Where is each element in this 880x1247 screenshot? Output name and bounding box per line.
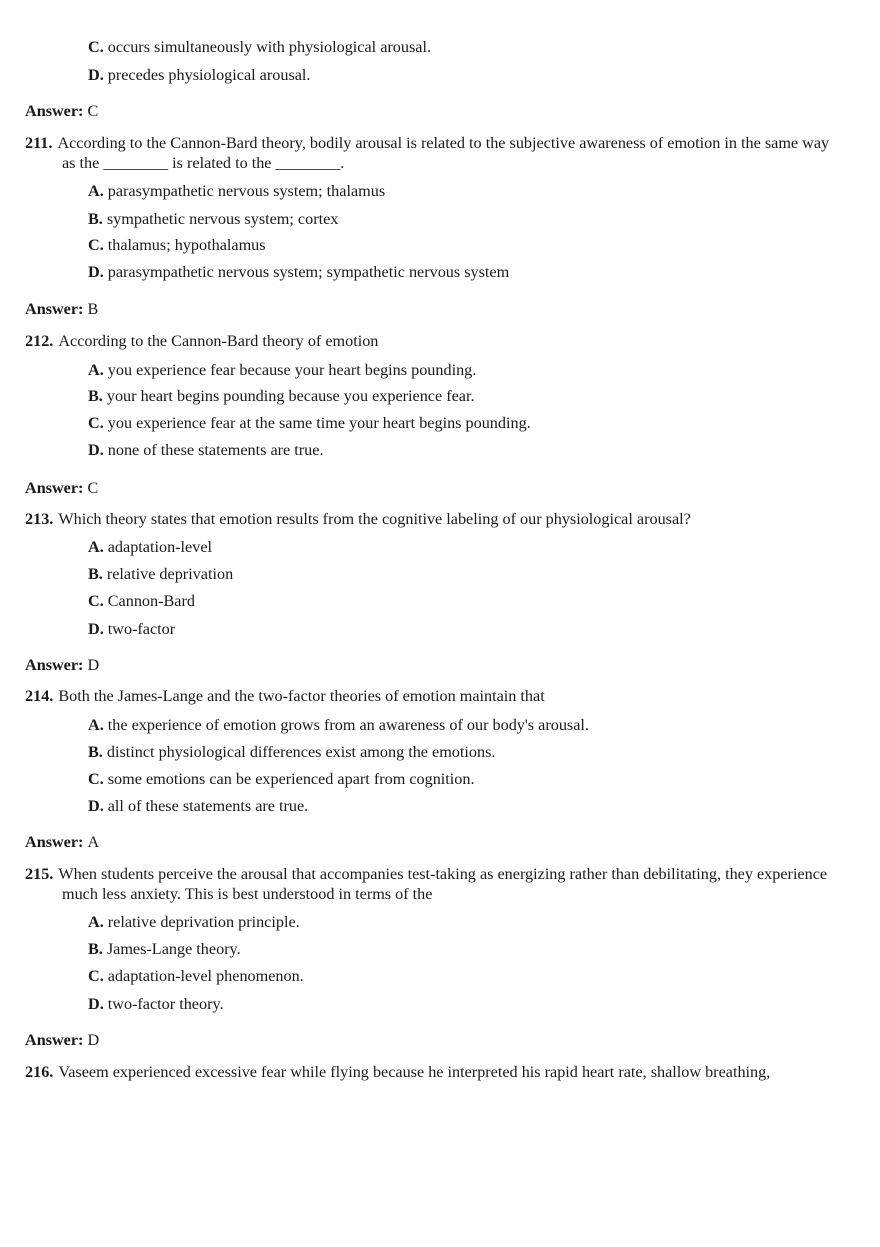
- answer-214: Answer: A: [25, 833, 100, 851]
- option-214-c: C. some emotions can be experienced apart from cognition.: [88, 770, 475, 788]
- answer-211: Answer: B: [25, 300, 99, 318]
- option-214-a: A. the experience of emotion grows from an awareness of our body's arousal.: [88, 716, 589, 734]
- option-214-b: B. distinct physiological differences exist among the emotions.: [88, 743, 496, 761]
- option-prev-d: D. precedes physiological arousal.: [88, 66, 311, 84]
- answer-212: Answer: C: [25, 479, 99, 497]
- answer-215: Answer: D: [25, 1031, 100, 1049]
- option-215-d: D. two-factor theory.: [88, 995, 224, 1013]
- option-212-c: C. you experience fear at the same time your heart begins pounding.: [88, 414, 531, 432]
- option-215-b: B. James-Lange theory.: [88, 940, 241, 958]
- question-213: 213. Which theory states that emotion results from the cognitive labeling of our physiological arousal?: [25, 510, 691, 528]
- option-213-c: C. Cannon-Bard: [88, 592, 195, 610]
- option-215-a: A. relative deprivation principle.: [88, 913, 300, 931]
- option-211-d: D. parasympathetic nervous system; sympathetic nervous system: [88, 263, 510, 281]
- option-213-a: A. adaptation-level: [88, 538, 213, 556]
- answer-prev: Answer: C: [25, 102, 99, 120]
- option-211-c: C. thalamus; hypothalamus: [88, 236, 266, 254]
- option-214-d: D. all of these statements are true.: [88, 797, 309, 815]
- question-214: 214. Both the James-Lange and the two-factor theories of emotion maintain that: [25, 687, 545, 705]
- answer-213: Answer: D: [25, 656, 100, 674]
- question-211: 211. According to the Cannon-Bard theory, bodily arousal is related to the subjective awareness of emotion in the same way as the ________ is related to the ________.: [25, 134, 830, 172]
- option-211-b: B. sympathetic nervous system; cortex: [88, 210, 339, 228]
- option-prev-c: C. occurs simultaneously with physiological arousal.: [88, 38, 431, 56]
- option-212-d: D. none of these statements are true.: [88, 441, 324, 459]
- option-212-b: B. your heart begins pounding because you experience fear.: [88, 387, 475, 405]
- option-215-c: C. adaptation-level phenomenon.: [88, 967, 304, 985]
- option-213-b: B. relative deprivation: [88, 565, 234, 583]
- question-216: 216. Vaseem experienced excessive fear while flying because he interpreted his rapid heart rate, shallow breathing,: [25, 1063, 771, 1081]
- option-213-d: D. two-factor: [88, 620, 176, 638]
- option-212-a: A. you experience fear because your heart begins pounding.: [88, 361, 477, 379]
- question-215: 215. When students perceive the arousal that accompanies test-taking as energizing rather than debilitating, they experience much less anxiety. This is best understood in terms of the: [25, 865, 828, 903]
- question-212: 212. According to the Cannon-Bard theory of emotion: [25, 332, 379, 350]
- option-211-a: A. parasympathetic nervous system; thalamus: [88, 182, 386, 200]
